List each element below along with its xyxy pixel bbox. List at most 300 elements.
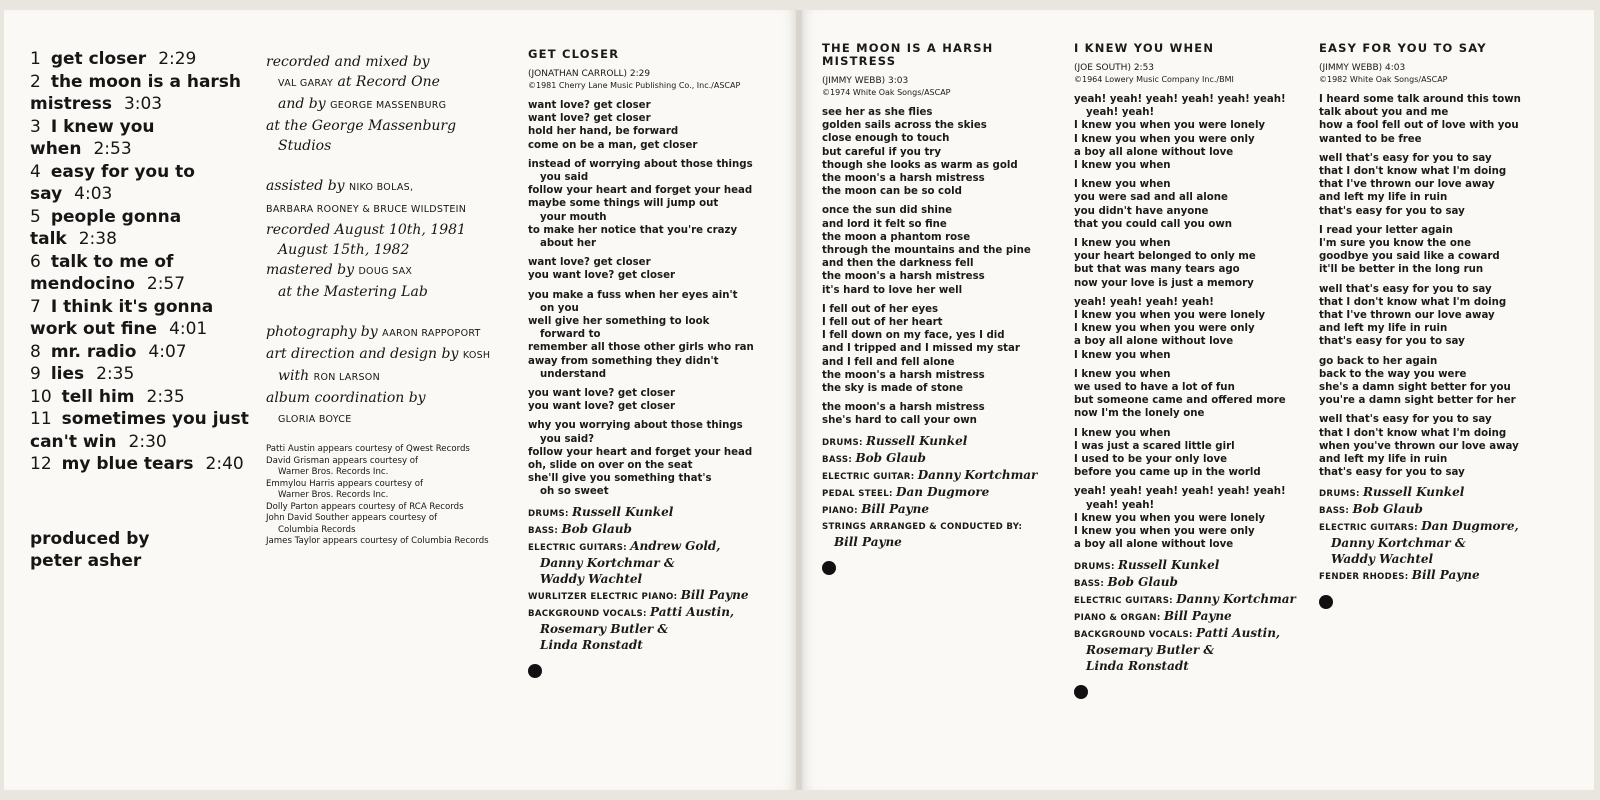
lyric-line: about her — [540, 238, 597, 250]
personnel-credit — [822, 468, 1062, 485]
art-direction-line: art direction and design by KOSH — [266, 346, 491, 362]
lyric-line: I knew you when you were only — [1074, 133, 1255, 145]
personnel-credit — [528, 539, 783, 588]
lyric-line: you said? — [540, 433, 595, 445]
copyright-notice: ©1974 White Oak Songs/ASCAP — [822, 88, 951, 97]
lyric-line: I knew you when you were lonely — [1074, 512, 1266, 524]
lyric-line: well give her something to look — [528, 316, 710, 328]
track-duration: 2:53 — [93, 139, 132, 159]
lyric-stanza — [1074, 427, 1319, 480]
track-item — [30, 206, 255, 251]
lyric-stanza — [1319, 93, 1564, 146]
lyric-line: hold her hand, be forward — [528, 126, 679, 138]
lyric-line: well that's easy for you to say — [1319, 414, 1492, 426]
lyric-line: on you — [540, 302, 579, 314]
mastered-at: at the Mastering Lab — [278, 284, 428, 300]
track-item — [30, 161, 255, 206]
song-writer-credit — [822, 76, 1062, 98]
lyric-line: that's easy for you to say — [1319, 336, 1465, 348]
track-duration: 4:01 — [169, 319, 208, 339]
lyric-line: follow your heart and forget your head — [528, 185, 753, 197]
lyric-line: I knew you when — [1074, 427, 1171, 439]
lyric-line: she'll give you something that's — [528, 473, 712, 485]
lyric-line: I'm sure you know the one — [1319, 238, 1472, 250]
lyric-line: want love? get closer — [528, 113, 651, 125]
lyric-line: I knew you when you were only — [1074, 323, 1255, 335]
lyric-stanza — [822, 204, 1062, 296]
lyric-line: to make her notice that you're crazy — [528, 224, 738, 236]
track-item — [30, 296, 255, 341]
track-number: 8 — [30, 341, 41, 362]
recording-credits — [266, 52, 521, 548]
track-title: talk to me of mendocino — [30, 251, 174, 294]
personnel-name-line — [1319, 536, 1564, 552]
personnel-role: BACKGROUND VOCALS: — [1074, 629, 1196, 640]
personnel-role: WURLITZER ELECTRIC PIANO: — [528, 591, 681, 602]
lyric-line: that I don't know what I'm doing — [1319, 296, 1507, 308]
personnel-role: BASS: — [528, 525, 562, 536]
lyric-line: yeah! yeah! yeah! yeah! yeah! yeah! — [1074, 94, 1286, 105]
mastered-line: mastered by DOUG SAX — [266, 262, 413, 278]
lyric-line: and I tripped and I missed my star — [822, 343, 1020, 355]
track-number: 3 — [30, 116, 41, 137]
track-duration: 4:03 — [74, 184, 113, 204]
lyric-line: I knew you when — [1074, 179, 1171, 191]
lyric-line: I knew you when you were only — [1074, 526, 1255, 538]
song-title: I KNEW YOU WHEN — [1074, 41, 1215, 55]
lyric-line: I knew you when — [1074, 160, 1171, 172]
lyric-line: goodbye you said like a coward — [1319, 251, 1500, 263]
lyric-line: oh so sweet — [540, 486, 609, 498]
song-the-moon-is-a-harsh-mistress — [822, 42, 1062, 575]
lyric-stanza — [1074, 93, 1319, 172]
lyric-line: I fell down on my face, yes I did — [822, 330, 1005, 342]
lyric-line: now I'm the lonely one — [1074, 408, 1205, 420]
lyric-line: I read your letter again — [1319, 224, 1453, 236]
songwriter: (JOE SOUTH) 2:53 — [1074, 63, 1155, 73]
lyric-line: your heart belonged to only me — [1074, 251, 1256, 263]
lyric-line: follow your heart and forget your head — [528, 446, 753, 458]
coordination-line: album coordination by — [266, 390, 426, 406]
lyric-line: a boy all alone without love — [1074, 146, 1234, 158]
personnel-name-line — [1319, 552, 1564, 568]
track-title: mr. radio — [50, 341, 137, 362]
track-number: 12 — [30, 454, 52, 474]
song-get-closer — [528, 48, 783, 678]
personnel-name-line — [822, 535, 1062, 551]
producer-credit — [30, 528, 230, 572]
personnel-name: Patti Austin, — [1196, 625, 1281, 640]
with-line: with RON LARSON — [278, 368, 380, 384]
lyric-line: I used to be your only love — [1074, 454, 1228, 466]
personnel-role: PIANO: — [822, 505, 862, 516]
lyric-stanza — [1319, 355, 1564, 408]
personnel-name: Bill Payne — [834, 534, 902, 549]
lyric-line: the moon a phantom rose — [822, 231, 971, 243]
lyric-line: your mouth — [540, 211, 607, 223]
lyric-line: now your love is just a memory — [1074, 277, 1254, 289]
personnel-credit — [1319, 568, 1564, 585]
track-item — [30, 48, 255, 71]
lyric-line: and lord it felt so fine — [822, 218, 947, 230]
courtesy-note-line: Dolly Parton appears courtesy of RCA Records — [266, 501, 464, 512]
courtesy-note — [266, 479, 521, 502]
personnel-list — [822, 434, 1062, 551]
personnel-list — [1074, 558, 1319, 675]
recorded-engineer1: VAL GARAY at Record One — [278, 74, 440, 90]
personnel-list — [1319, 485, 1564, 585]
lyric-line: remember all those other girls who ran — [528, 342, 754, 354]
lyric-line: wanted to be free — [1319, 133, 1422, 145]
track-duration: 4:07 — [148, 341, 187, 362]
personnel-name: Bob Glaub — [1107, 574, 1178, 589]
lyric-line: the moon's a harsh mistress — [822, 173, 985, 185]
personnel-role: BASS: — [822, 454, 856, 465]
personnel-credit — [822, 451, 1062, 468]
personnel-name: Bob Glaub — [1352, 502, 1423, 517]
personnel-role: DRUMS: — [1074, 561, 1118, 572]
lyric-line: you didn't have anyone — [1074, 205, 1209, 217]
personnel-name-line — [528, 572, 783, 588]
personnel-name-line — [1074, 643, 1319, 659]
personnel-name-line — [528, 638, 783, 654]
track-duration: 2:57 — [146, 274, 186, 294]
lyric-line: a boy all alone without love — [1074, 539, 1234, 551]
song-writer-credit — [1319, 63, 1564, 85]
lyric-line: that's easy for you to say — [1319, 467, 1465, 479]
personnel-name: Danny Kortchmar & — [540, 555, 675, 570]
lyric-stanza — [528, 289, 783, 381]
courtesy-note-line: James Taylor appears courtesy of Columbia Records — [266, 536, 489, 546]
personnel-role: FENDER RHODES: — [1319, 572, 1412, 583]
track-number: 6 — [30, 251, 41, 272]
end-of-song-bullet — [528, 664, 542, 678]
track-duration: 2:35 — [96, 364, 135, 384]
lyric-stanza — [1319, 283, 1564, 349]
personnel-name: Bob Glaub — [561, 521, 632, 536]
recorded-line: recorded and mixed by — [266, 54, 430, 70]
personnel-name: Dan Dugmore, — [1421, 519, 1519, 534]
end-of-song-bullet — [822, 561, 836, 575]
lyric-line: oh, slide on over on the seat — [528, 460, 693, 472]
coordination-name: GLORIA BOYCE — [278, 414, 352, 425]
track-number: 7 — [30, 296, 41, 317]
lyric-stanza — [528, 387, 783, 413]
personnel-name-line — [528, 622, 783, 638]
lyric-line: you make a fuss when her eyes ain't — [528, 289, 738, 301]
lyric-line: I fell out of her heart — [822, 317, 943, 329]
lyric-line: well that's easy for you to say — [1319, 283, 1492, 295]
track-number: 9 — [30, 364, 41, 384]
personnel-credit — [528, 588, 783, 605]
track-item — [30, 71, 255, 116]
recorded-studio-2: Studios — [278, 138, 332, 154]
lyric-stanza — [1319, 413, 1564, 479]
songwriter: (JONATHAN CARROLL) 2:29 — [528, 69, 651, 79]
lyric-line: when you've thrown our love away — [1319, 440, 1519, 452]
end-of-song-bullet — [1319, 595, 1333, 609]
lyric-line: I was just a scared little girl — [1074, 440, 1235, 452]
lyric-line: forward to — [540, 329, 601, 341]
lyric-line: that I don't know what I'm doing — [1319, 166, 1507, 178]
personnel-role: BASS: — [1074, 578, 1108, 589]
song-title: GET CLOSER — [528, 47, 620, 61]
personnel-credit — [1074, 609, 1319, 626]
personnel-name: Danny Kortchmar — [917, 467, 1038, 482]
courtesy-note-line: Warner Bros. Records Inc. — [278, 490, 389, 500]
personnel-credit — [1319, 519, 1564, 568]
lyric-line: I knew you when — [1074, 349, 1171, 361]
lyric-line: and left my life in ruin — [1319, 192, 1448, 204]
copyright-notice: ©1981 Cherry Lane Music Publishing Co., Inc./ASCAP — [528, 81, 741, 90]
courtesy-note-line: John David Souther appears courtesy of — [266, 513, 438, 523]
track-list — [30, 48, 255, 476]
track-title: lies — [50, 364, 85, 384]
booklet-spread — [4, 10, 1594, 790]
track-number: 11 — [30, 409, 52, 429]
lyric-line: you said — [540, 172, 589, 184]
end-of-song-bullet — [1074, 685, 1088, 699]
personnel-name: Russell Kunkel — [572, 504, 674, 519]
lyric-line: instead of worrying about those things — [528, 158, 753, 170]
personnel-name-line — [1074, 659, 1319, 675]
personnel-credit — [1074, 558, 1319, 575]
personnel-role: ELECTRIC GUITARS: — [1074, 595, 1177, 606]
track-title: get closer — [50, 49, 147, 69]
personnel-name: Dan Dugmore — [896, 484, 990, 499]
lyric-line: I knew you when — [1074, 368, 1171, 380]
lyric-stanza — [1074, 368, 1319, 421]
lyric-line: understand — [540, 368, 607, 380]
track-title: people gonna talk — [30, 206, 182, 249]
lyric-line: that I don't know what I'm doing — [1319, 427, 1507, 439]
personnel-name: Waddy Wachtel — [1331, 552, 1434, 567]
personnel-name: Russell Kunkel — [866, 433, 968, 448]
lyric-stanza — [1319, 152, 1564, 218]
track-title: easy for you to say — [30, 161, 195, 204]
song-easy-for-you-to-say — [1319, 42, 1564, 609]
track-item — [30, 453, 255, 476]
song-writer-credit — [528, 69, 783, 91]
track-number: 10 — [30, 386, 52, 407]
courtesy-note — [266, 444, 521, 456]
lyric-line: well that's easy for you to say — [1319, 152, 1492, 164]
lyric-stanza — [822, 401, 1062, 427]
personnel-role: ELECTRIC GUITARS: — [1319, 523, 1422, 534]
personnel-name: Andrew Gold, — [630, 538, 721, 553]
lyric-stanza — [528, 419, 783, 498]
track-item — [30, 251, 255, 296]
courtesy-note-line: Columbia Records — [278, 524, 356, 535]
personnel-credit — [1319, 485, 1564, 502]
courtesy-note — [266, 456, 521, 479]
track-item — [30, 408, 255, 453]
personnel-credit — [822, 434, 1062, 451]
lyric-line: and left my life in ruin — [1319, 323, 1448, 335]
copyright-notice: ©1964 Lowery Music Company Inc./BMI — [1074, 75, 1234, 84]
song-title: THE MOON IS A HARSH MISTRESS — [822, 41, 994, 68]
personnel-list — [528, 505, 783, 654]
lyric-line: you were sad and all alone — [1074, 192, 1228, 204]
track-duration: 2:35 — [146, 386, 185, 407]
personnel-credit — [1319, 502, 1564, 519]
courtesy-note — [266, 513, 521, 536]
lyric-line: you want love? get closer — [528, 388, 676, 400]
personnel-role: PIANO & ORGAN: — [1074, 612, 1164, 623]
courtesy-note-line: Warner Bros. Records Inc. — [278, 467, 389, 477]
lyric-line: she's hard to call your own — [822, 415, 977, 427]
lyric-line: she's a damn sight better for you — [1319, 382, 1511, 394]
personnel-role: DRUMS: — [528, 508, 572, 519]
lyric-stanza — [1319, 224, 1564, 277]
track-title: I think it's gonna work out fine — [30, 296, 214, 339]
lyric-line: go back to her again — [1319, 355, 1438, 367]
personnel-credit — [528, 605, 783, 654]
lyric-line: you want love? get closer — [528, 401, 676, 413]
track-item — [30, 341, 255, 364]
personnel-credit — [1074, 575, 1319, 592]
lyric-line: but that was many tears ago — [1074, 264, 1240, 276]
lyric-line: want love? get closer — [528, 257, 651, 269]
recorded-studio: at the George Massenburg — [266, 118, 457, 134]
personnel-role: BASS: — [1319, 506, 1353, 517]
personnel-credit — [1074, 592, 1319, 609]
lyric-line: back to the way you were — [1319, 368, 1467, 380]
lyric-line: golden sails across the skies — [822, 120, 987, 132]
personnel-name: Russell Kunkel — [1363, 485, 1465, 500]
lyric-line: talk about you and me — [1319, 107, 1449, 119]
lyric-stanza — [822, 303, 1062, 395]
recorded-dates-2: August 15th, 1982 — [278, 242, 410, 258]
track-duration: 2:30 — [128, 431, 167, 452]
lyric-line: yeah! yeah! — [1086, 107, 1155, 119]
lyric-line: I knew you when you were lonely — [1074, 310, 1266, 322]
track-duration: 3:03 — [123, 94, 163, 114]
assisted-line: assisted by NIKO BOLAS, — [266, 178, 414, 194]
personnel-credit — [822, 485, 1062, 502]
lyric-stanza — [1074, 296, 1319, 362]
track-title: I knew you when — [30, 116, 155, 159]
lyric-line: it's hard to love her well — [822, 284, 963, 296]
personnel-name: Bill Payne — [1163, 608, 1232, 623]
lyric-line: that I've thrown our love away — [1319, 310, 1495, 322]
lyric-line: yeah! yeah! — [1086, 499, 1155, 511]
courtesy-note — [266, 502, 521, 514]
personnel-credit — [528, 522, 783, 539]
track-item — [30, 363, 255, 386]
lyric-line: through the mountains and the pine — [822, 245, 1031, 257]
personnel-name: Linda Ronstadt — [540, 637, 643, 652]
track-duration: 2:29 — [158, 49, 197, 69]
track-duration: 2:40 — [205, 454, 244, 474]
right-page — [802, 10, 1594, 790]
personnel-name: Bill Payne — [680, 587, 749, 602]
personnel-name: Bill Payne — [861, 501, 929, 516]
personnel-name: Danny Kortchmar — [1176, 591, 1296, 606]
songwriter: (JIMMY WEBB) 4:03 — [1319, 63, 1406, 73]
personnel-role: ELECTRIC GUITAR: — [822, 471, 918, 482]
track-duration: 2:38 — [78, 229, 117, 249]
personnel-name: Patti Austin, — [650, 604, 735, 619]
lyric-line: how a fool fell out of love with you — [1319, 120, 1519, 132]
courtesy-note-line: Patti Austin appears courtesy of Qwest Records — [266, 444, 470, 454]
personnel-credit — [822, 519, 1062, 551]
track-item — [30, 386, 255, 409]
lyric-line: that's easy for you to say — [1319, 205, 1465, 217]
lyric-line: and left my life in ruin — [1319, 454, 1448, 466]
lyric-line: once the sun did shine — [822, 205, 953, 217]
recorded-dates: recorded August 10th, 1981 — [266, 222, 466, 238]
lyric-line: I knew you when you were lonely — [1074, 120, 1266, 132]
lyric-line: I heard some talk around this town — [1319, 94, 1521, 105]
lyric-line: but careful if you try — [822, 146, 941, 158]
personnel-credit — [1074, 626, 1319, 675]
song-title: EASY FOR YOU TO SAY — [1319, 41, 1487, 55]
song-writer-credit — [1074, 63, 1319, 85]
lyric-line: see her as she flies — [822, 107, 933, 118]
personnel-name-line — [528, 556, 783, 572]
lyric-line: that you could call you own — [1074, 218, 1233, 230]
lyric-line: maybe some things will jump out — [528, 198, 719, 210]
personnel-name: Waddy Wachtel — [540, 571, 643, 586]
assisted-names: BARBARA ROONEY & BRUCE WILDSTEIN — [266, 204, 467, 215]
lyric-line: though she looks as warm as gold — [822, 159, 1018, 171]
personnel-name: Bill Payne — [1411, 568, 1480, 583]
personnel-role: PEDAL STEEL: — [822, 488, 897, 499]
track-number: 1 — [30, 49, 41, 69]
lyric-line: you're a damn sight better for her — [1319, 395, 1516, 407]
lyric-line: I fell out of her eyes — [822, 303, 939, 315]
produced-by-label: produced by — [30, 529, 150, 549]
lyric-stanza — [1074, 485, 1319, 551]
personnel-name: Rosemary Butler & — [540, 621, 669, 636]
lyric-line: before you came up in the world — [1074, 467, 1261, 479]
lyric-stanza — [528, 158, 783, 250]
personnel-credit — [822, 502, 1062, 519]
lyric-line: that I've thrown our love away — [1319, 179, 1495, 191]
recorded-engineer2: and by GEORGE MASSENBURG — [278, 96, 447, 112]
lyric-line: a boy all alone without love — [1074, 336, 1234, 348]
personnel-role: ELECTRIC GUITARS: — [528, 542, 631, 553]
track-item — [30, 116, 255, 161]
lyric-stanza — [1074, 178, 1319, 231]
lyric-line: it'll be better in the long run — [1319, 264, 1484, 276]
lyric-line: yeah! yeah! yeah! yeah! yeah! yeah! — [1074, 486, 1286, 498]
producer-name: peter asher — [30, 551, 142, 571]
track-number: 4 — [30, 161, 41, 182]
lyric-stanza — [528, 256, 783, 282]
lyric-line: want love? get closer — [528, 100, 651, 111]
lyric-line: and then the darkness fell — [822, 258, 974, 270]
lyric-line: the sky is made of stone — [822, 383, 964, 395]
lyric-line: and I fell and fell alone — [822, 356, 955, 368]
courtesy-notes — [266, 444, 521, 548]
lyric-line: the moon's a harsh mistress — [822, 271, 985, 283]
lyric-line: but someone came and offered more — [1074, 395, 1286, 407]
lyric-stanza — [528, 99, 783, 152]
photography-line: photography by AARON RAPPOPORT — [266, 324, 481, 340]
songwriter: (JIMMY WEBB) 3:03 — [822, 76, 909, 86]
lyric-line: the moon can be so cold — [822, 186, 962, 198]
personnel-name: Bob Glaub — [855, 450, 926, 465]
personnel-name: Danny Kortchmar & — [1331, 536, 1466, 551]
lyric-line: the moon's a harsh mistress — [822, 369, 985, 381]
personnel-name: Linda Ronstadt — [1086, 658, 1189, 673]
track-title: sometimes you just can't win — [30, 409, 249, 452]
track-title: my blue tears — [61, 454, 194, 474]
personnel-role: STRINGS ARRANGED & CONDUCTED BY: — [822, 521, 1023, 532]
personnel-name: Russell Kunkel — [1118, 557, 1220, 572]
